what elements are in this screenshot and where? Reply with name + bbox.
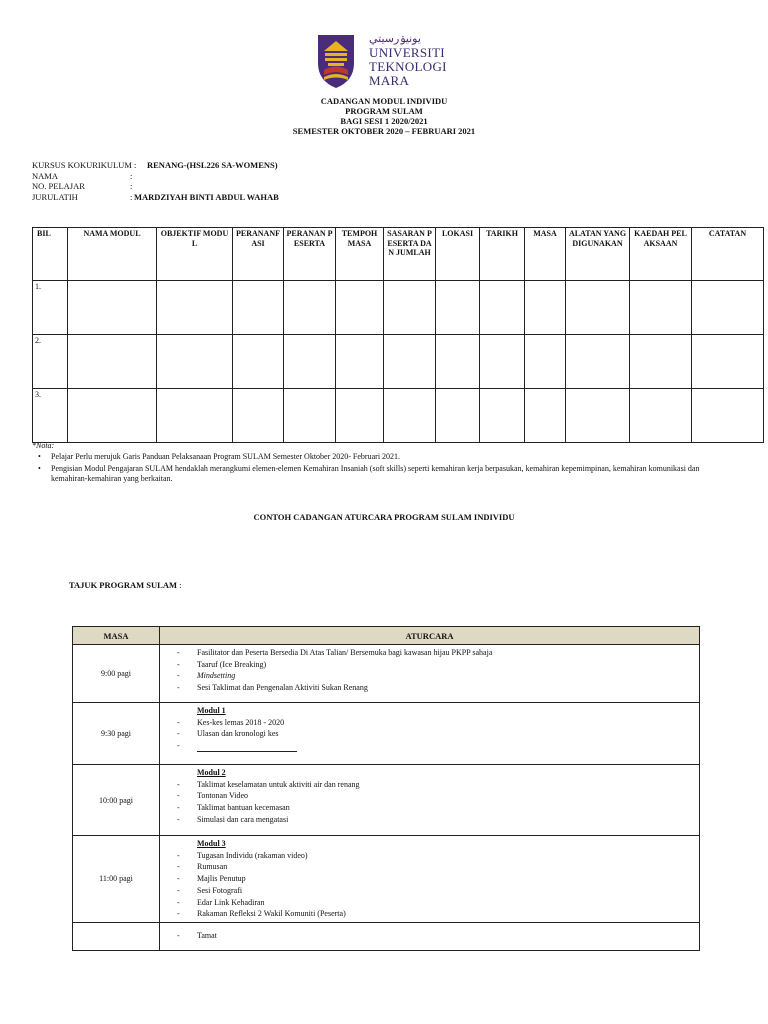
- table-cell[interactable]: [692, 335, 764, 389]
- column-header: KAEDAH PELAKSAAN: [630, 228, 692, 281]
- table-cell[interactable]: [630, 335, 692, 389]
- agenda-item: - Simulasi dan cara mengatasi: [177, 814, 289, 824]
- info-label: NAMA: [32, 170, 58, 181]
- info-value: MARDZIYAH BINTI ABDUL WAHAB: [134, 191, 279, 202]
- column-header: PERANAN PESERTA: [284, 228, 336, 281]
- heading-line: CADANGAN MODUL INDIVIDU: [320, 96, 448, 106]
- table-cell[interactable]: [284, 389, 336, 443]
- info-colon: :: [130, 191, 133, 202]
- table-cell[interactable]: [692, 389, 764, 443]
- schedule-row: [73, 765, 700, 836]
- table-cell[interactable]: [692, 281, 764, 335]
- table-cell[interactable]: [436, 389, 480, 443]
- info-colon: :: [130, 181, 133, 191]
- schedule-row: [73, 703, 700, 765]
- logo-line-3: MARA: [369, 73, 410, 88]
- column-header: CATATAN: [692, 228, 764, 281]
- column-header: PERANANFASI: [233, 228, 284, 281]
- table-cell[interactable]: [436, 335, 480, 389]
- document-heading: [0, 96, 768, 136]
- program-title-label: TAJUK PROGRAM SULAM: [69, 580, 177, 590]
- column-header: MASA: [73, 627, 160, 645]
- table-row: [33, 389, 764, 443]
- column-header: SASARAN PESERTA DAN JUMLAH: [384, 228, 436, 281]
- column-header: LOKASI: [436, 228, 480, 281]
- schedule-table: [72, 626, 700, 951]
- time-cell: 9:00 pagi: [73, 645, 160, 703]
- column-header: TEMPOH MASA: [336, 228, 384, 281]
- note-item: • Pengisian Modul Pengajaran SULAM hendaklah merangkumi elemen-elemen Kemahiran Insaniah (soft skills) seperti kemahiran kerja berpasukan, kemahiran kepemimpinan, kemahiran komunikasi dan kemahiran-kemahiran yang berkaitan.: [38, 464, 718, 484]
- agenda-cell: [160, 765, 700, 836]
- table-cell[interactable]: [157, 335, 233, 389]
- notes-list: [38, 452, 718, 486]
- table-cell[interactable]: [436, 281, 480, 335]
- agenda-item: - Rumusan: [177, 862, 228, 872]
- table-cell[interactable]: [566, 335, 630, 389]
- row-number: 3.: [33, 389, 68, 443]
- table-cell[interactable]: [336, 389, 384, 443]
- logo-jawi: يونيۏرسيتي: [369, 33, 421, 45]
- note-item: • Pelajar Perlu merujuk Garis Panduan Pelaksanaan Program SULAM Semester Oktober 2020- Februari 2021.: [38, 452, 718, 462]
- table-cell[interactable]: [384, 389, 436, 443]
- agenda-item: - Sesi Taklimat dan Pengenalan Aktiviti Sukan Renang: [177, 683, 368, 693]
- info-label: KURSUS KOKURIKULUM :: [32, 160, 137, 170]
- table-cell[interactable]: [384, 281, 436, 335]
- agenda-item: - Tamat: [177, 930, 217, 940]
- row-number: 2.: [33, 335, 68, 389]
- agenda-item: - Tugasan Individu (rakaman video): [177, 850, 308, 860]
- agenda-item: - Fasilitator dan Peserta Bersedia Di Atas Talian/ Bersemuka bagi kawasan hijau PKPP sahaja: [177, 648, 493, 657]
- table-cell[interactable]: [480, 281, 525, 335]
- agenda-item: - Taklimat bantuan kecemasan: [177, 803, 290, 813]
- table-cell[interactable]: [68, 335, 157, 389]
- heading-line: BAGI SESI 1 2020/2021: [340, 116, 428, 126]
- table-cell[interactable]: [336, 281, 384, 335]
- uitm-logo: [316, 33, 451, 89]
- table-cell[interactable]: [630, 389, 692, 443]
- agenda-item: - Edar Link Kehadiran: [177, 897, 265, 907]
- table-cell[interactable]: [157, 389, 233, 443]
- table-cell[interactable]: [233, 389, 284, 443]
- heading-line: SEMESTER OKTOBER 2020 – FEBRUARI 2021: [292, 126, 476, 136]
- heading-line: PROGRAM SULAM: [345, 106, 423, 116]
- logo-line-1: UNIVERSITI: [369, 45, 445, 60]
- info-label: JURULATIH: [32, 191, 78, 202]
- table-cell[interactable]: [480, 335, 525, 389]
- column-header: OBJEKTIF MODUL: [157, 228, 233, 281]
- agenda-item: - Ulasan dan kronologi kes: [177, 729, 279, 739]
- program-title-field: [69, 580, 181, 590]
- agenda-cell: [160, 836, 700, 923]
- agenda-item: - Kes-kes lemas 2018 - 2020: [177, 717, 285, 727]
- agenda-cell: [160, 703, 700, 765]
- column-header: NAMA MODUL: [68, 228, 157, 281]
- schedule-row: [73, 922, 700, 950]
- module-table: [32, 227, 764, 443]
- agenda-item: - Taklimat keselamatan untuk aktiviti air dan renang: [177, 779, 360, 789]
- table-cell[interactable]: [480, 389, 525, 443]
- module-title: Modul 3: [197, 839, 226, 848]
- time-cell: [73, 922, 160, 950]
- time-cell: 11:00 pagi: [73, 836, 160, 923]
- agenda-cell: [160, 922, 700, 950]
- table-cell[interactable]: [284, 335, 336, 389]
- table-cell[interactable]: [384, 335, 436, 389]
- table-cell[interactable]: [284, 281, 336, 335]
- column-header: TARIKH: [480, 228, 525, 281]
- agenda-item-blank: -: [177, 740, 695, 752]
- time-cell: 9:30 pagi: [73, 703, 160, 765]
- uitm-crest-icon: [316, 33, 356, 89]
- table-cell[interactable]: [525, 389, 566, 443]
- info-value: RENANG-(HSL226 SA-WOMENS): [147, 160, 278, 170]
- logo-line-2: TEKNOLOGI: [369, 59, 447, 74]
- agenda-item: - Mindsetting: [177, 671, 236, 681]
- program-title-colon: :: [176, 580, 182, 590]
- schedule-header-row: [73, 627, 700, 645]
- agenda-item: - Sesi Fotografi: [177, 885, 243, 895]
- table-cell[interactable]: [233, 281, 284, 335]
- agenda-item: - Rakaman Refleksi 2 Wakil Komuniti (Peserta): [177, 909, 346, 919]
- module-title: Modul 2: [197, 768, 226, 777]
- table-cell[interactable]: [157, 281, 233, 335]
- table-header-row: [33, 228, 764, 281]
- info-colon: :: [130, 170, 133, 181]
- column-header: ATURCARA: [160, 627, 700, 645]
- module-title: Modul 1: [197, 706, 226, 715]
- schedule-title: CONTOH CADANGAN ATURCARA PROGRAM SULAM INDIVIDU: [253, 512, 515, 522]
- info-label: NO. PELAJAR: [32, 181, 85, 191]
- table-cell[interactable]: [630, 281, 692, 335]
- table-cell[interactable]: [233, 335, 284, 389]
- time-cell: 10:00 pagi: [73, 765, 160, 836]
- schedule-row: [73, 645, 700, 703]
- table-cell[interactable]: [566, 281, 630, 335]
- column-header: ALATAN YANG DIGUNAKAN: [566, 228, 630, 281]
- nota-label: *Nota:: [32, 441, 55, 450]
- agenda-item: - Taaruf (Ice Breaking): [177, 659, 267, 669]
- table-cell[interactable]: [525, 281, 566, 335]
- schedule-row: [73, 836, 700, 923]
- column-header: BIL: [33, 228, 68, 281]
- table-row: [33, 335, 764, 389]
- table-row: [33, 281, 764, 335]
- row-number: 1.: [33, 281, 68, 335]
- column-header: MASA: [525, 228, 566, 281]
- table-cell[interactable]: [68, 389, 157, 443]
- agenda-item: - Tontonan Video: [177, 791, 249, 801]
- table-cell[interactable]: [525, 335, 566, 389]
- table-cell[interactable]: [336, 335, 384, 389]
- table-cell[interactable]: [566, 389, 630, 443]
- table-cell[interactable]: [68, 281, 157, 335]
- agenda-cell: [160, 645, 700, 703]
- agenda-item: - Majlis Penutup: [177, 874, 246, 884]
